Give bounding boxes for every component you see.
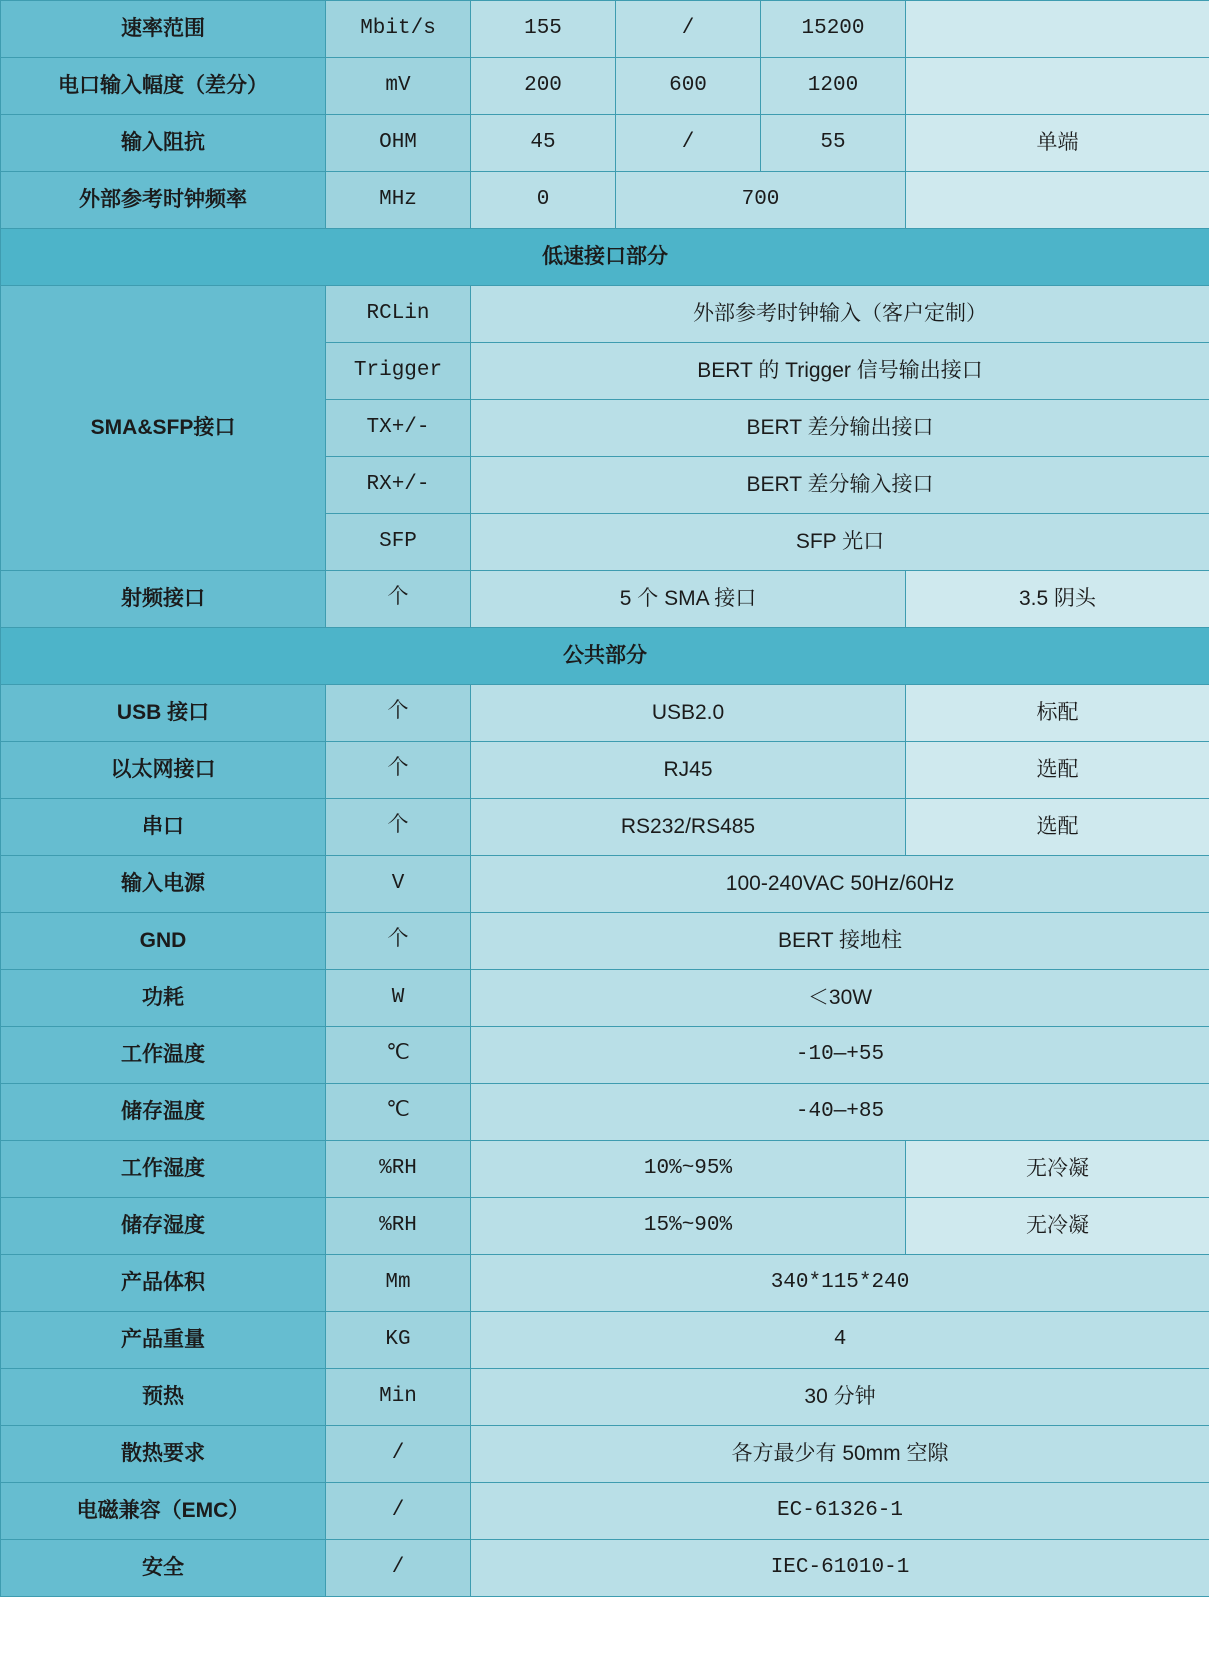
row-note: 标配 — [906, 685, 1209, 742]
row-label: 功耗 — [1, 970, 326, 1027]
row-label: 速率范围 — [1, 1, 326, 58]
row-unit: W — [326, 970, 471, 1027]
section-title: 公共部分 — [1, 628, 1209, 685]
row-max: 15200 — [761, 1, 906, 58]
table-section-row — [1, 628, 1209, 685]
row-label: 串口 — [1, 799, 326, 856]
row-value: 各方最少有 50mm 空隙 — [471, 1426, 1209, 1483]
row-label: 储存湿度 — [1, 1198, 326, 1255]
table-row — [1, 58, 1209, 115]
row-label: 预热 — [1, 1369, 326, 1426]
row-unit: Mbit/s — [326, 1, 471, 58]
table-row — [1, 286, 1209, 343]
row-note: 选配 — [906, 742, 1209, 799]
row-value: USB2.0 — [471, 685, 906, 742]
row-unit: ℃ — [326, 1084, 471, 1141]
row-value: 10%~95% — [471, 1141, 906, 1198]
row-label: GND — [1, 913, 326, 970]
row-note: 无冷凝 — [906, 1198, 1209, 1255]
row-note — [906, 172, 1209, 229]
row-label: 散热要求 — [1, 1426, 326, 1483]
row-unit: ℃ — [326, 1027, 471, 1084]
row-unit: mV — [326, 58, 471, 115]
table-row — [1, 172, 1209, 229]
row-max: 55 — [761, 115, 906, 172]
table-row — [1, 1369, 1209, 1426]
row-value: ＜30W — [471, 970, 1209, 1027]
table-row — [1, 1084, 1209, 1141]
row-label: 射频接口 — [1, 571, 326, 628]
row-unit: Min — [326, 1369, 471, 1426]
row-unit: 个 — [326, 913, 471, 970]
row-unit: / — [326, 1483, 471, 1540]
row-unit: V — [326, 856, 471, 913]
table-row — [1, 115, 1209, 172]
table-row — [1, 1, 1209, 58]
row-label: 输入阻抗 — [1, 115, 326, 172]
table-section-row — [1, 229, 1209, 286]
row-value: 340*115*240 — [471, 1255, 1209, 1312]
group-item-name: SFP — [326, 514, 471, 571]
row-typ: / — [616, 115, 761, 172]
row-label: 安全 — [1, 1540, 326, 1597]
row-label: USB 接口 — [1, 685, 326, 742]
group-item-name: TX+/- — [326, 400, 471, 457]
row-min: 200 — [471, 58, 616, 115]
table-row — [1, 1198, 1209, 1255]
row-value: EC-61326-1 — [471, 1483, 1209, 1540]
group-item-desc: BERT 的 Trigger 信号输出接口 — [471, 343, 1209, 400]
table-row — [1, 1540, 1209, 1597]
row-min: 155 — [471, 1, 616, 58]
row-unit: 个 — [326, 742, 471, 799]
group-item-desc: BERT 差分输出接口 — [471, 400, 1209, 457]
row-unit: %RH — [326, 1141, 471, 1198]
row-value: 30 分钟 — [471, 1369, 1209, 1426]
row-value: 100-240VAC 50Hz/60Hz — [471, 856, 1209, 913]
specification-table-body — [1, 1, 1209, 1597]
row-value: 4 — [471, 1312, 1209, 1369]
row-value: -10—+55 — [471, 1027, 1209, 1084]
row-label: 工作湿度 — [1, 1141, 326, 1198]
row-label: 产品重量 — [1, 1312, 326, 1369]
table-row — [1, 685, 1209, 742]
table-row — [1, 970, 1209, 1027]
group-item-desc: BERT 差分输入接口 — [471, 457, 1209, 514]
group-item-desc: 外部参考时钟输入（客户定制） — [471, 286, 1209, 343]
row-value: 15%~90% — [471, 1198, 906, 1255]
group-item-name: Trigger — [326, 343, 471, 400]
row-value: BERT 接地柱 — [471, 913, 1209, 970]
row-unit: / — [326, 1426, 471, 1483]
row-unit: 个 — [326, 571, 471, 628]
table-row — [1, 742, 1209, 799]
row-value: RJ45 — [471, 742, 906, 799]
row-label: 外部参考时钟频率 — [1, 172, 326, 229]
row-value: -40—+85 — [471, 1084, 1209, 1141]
row-label: 储存温度 — [1, 1084, 326, 1141]
row-label: 产品体积 — [1, 1255, 326, 1312]
group-label: SMA&SFP接口 — [1, 286, 326, 571]
row-note: 无冷凝 — [906, 1141, 1209, 1198]
table-row — [1, 1312, 1209, 1369]
table-row — [1, 1141, 1209, 1198]
row-typ: / — [616, 1, 761, 58]
table-row — [1, 571, 1209, 628]
table-row — [1, 799, 1209, 856]
table-row — [1, 856, 1209, 913]
row-note — [906, 1, 1209, 58]
row-value: IEC-61010-1 — [471, 1540, 1209, 1597]
row-typ: 600 — [616, 58, 761, 115]
row-label: 电口输入幅度（差分） — [1, 58, 326, 115]
row-note: 选配 — [906, 799, 1209, 856]
row-unit: Mm — [326, 1255, 471, 1312]
group-item-name: RX+/- — [326, 457, 471, 514]
row-unit: MHz — [326, 172, 471, 229]
row-unit: KG — [326, 1312, 471, 1369]
section-title: 低速接口部分 — [1, 229, 1209, 286]
row-label: 输入电源 — [1, 856, 326, 913]
table-row — [1, 1027, 1209, 1084]
row-value: RS232/RS485 — [471, 799, 906, 856]
row-unit: 个 — [326, 685, 471, 742]
row-min: 0 — [471, 172, 616, 229]
row-unit: OHM — [326, 115, 471, 172]
group-item-desc: SFP 光口 — [471, 514, 1209, 571]
row-note — [906, 58, 1209, 115]
group-item-name: RCLin — [326, 286, 471, 343]
table-row — [1, 1483, 1209, 1540]
row-unit: / — [326, 1540, 471, 1597]
row-label: 工作温度 — [1, 1027, 326, 1084]
row-label: 以太网接口 — [1, 742, 326, 799]
table-row — [1, 1426, 1209, 1483]
row-note: 3.5 阴头 — [906, 571, 1209, 628]
row-label: 电磁兼容（EMC） — [1, 1483, 326, 1540]
row-min: 45 — [471, 115, 616, 172]
row-note: 单端 — [906, 115, 1209, 172]
table-row — [1, 1255, 1209, 1312]
table-row — [1, 913, 1209, 970]
row-unit: %RH — [326, 1198, 471, 1255]
row-max: 1200 — [761, 58, 906, 115]
row-unit: 个 — [326, 799, 471, 856]
row-value: 5 个 SMA 接口 — [471, 571, 906, 628]
row-max: 700 — [616, 172, 906, 229]
